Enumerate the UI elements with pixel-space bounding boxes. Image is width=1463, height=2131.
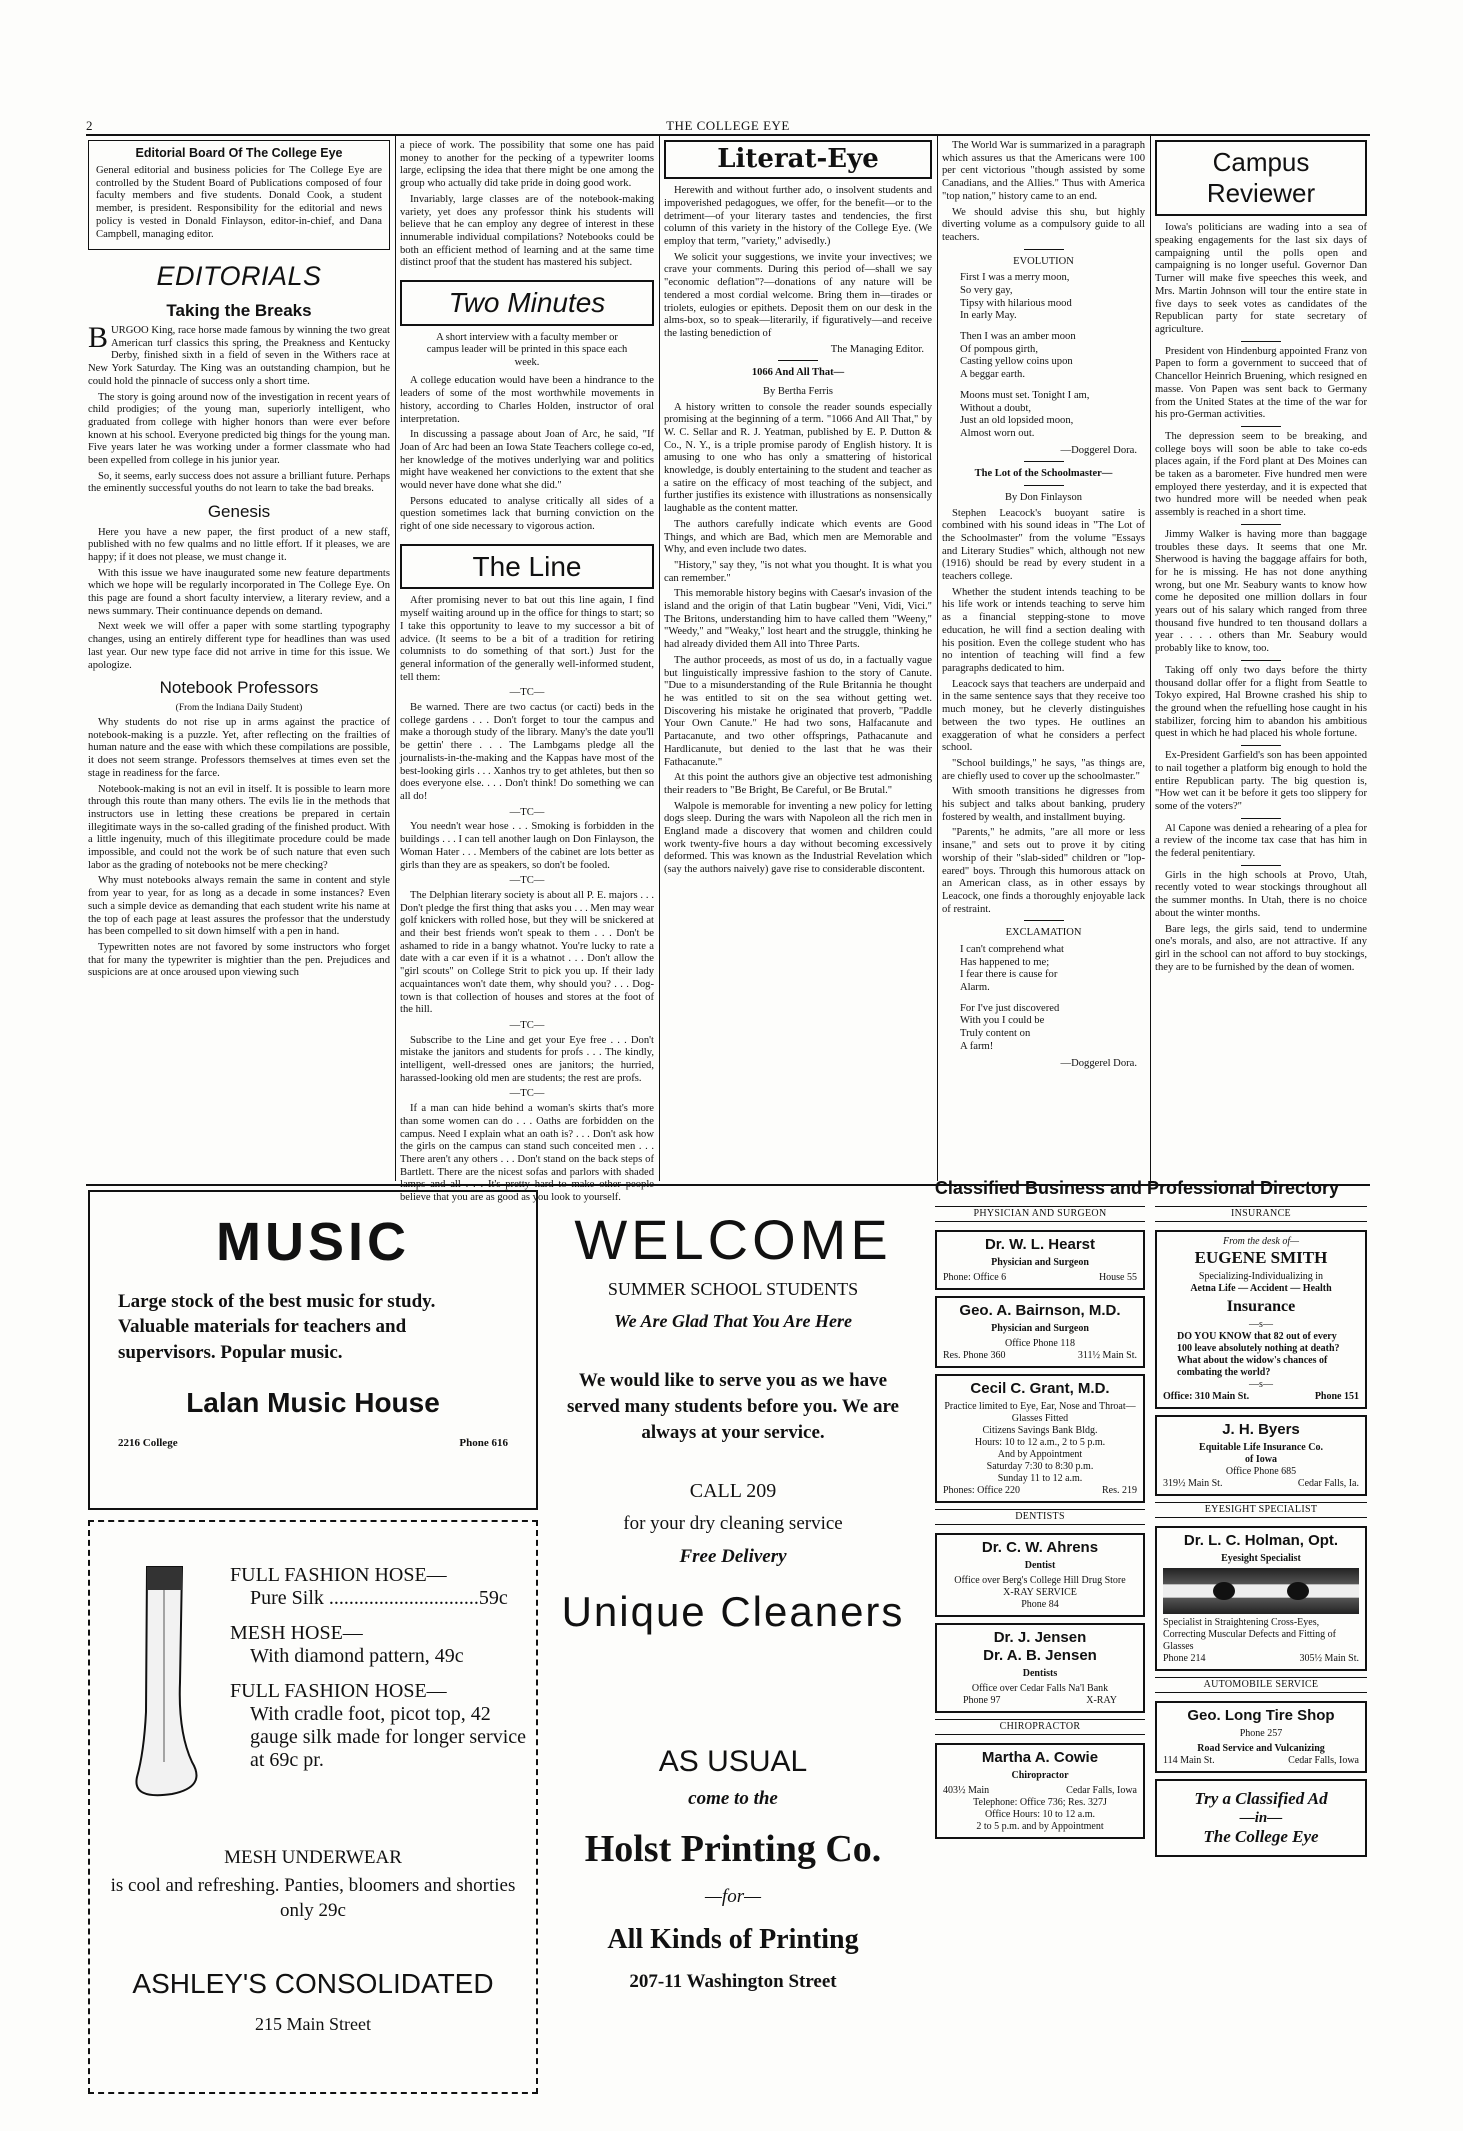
paragraph: Jimmy Walker is having more than baggage troubles these days. It seems that one Mr. Sherwood is having the baggage affairs for both, for he is missing. He has not done anything wrong, but one Mr. Seabury wants to know how come he deposited one million dollars in four years out of his salary which ranged from three thousand five hundred to ten thousand dollars a year . . . . others than Mr. Seabury would probably like to know, too.	[1155, 528, 1367, 655]
welcome-sub: SUMMER SCHOOL STUDENTS	[607, 1279, 859, 1300]
poem-line: Alarm.	[960, 982, 990, 994]
card-line: Citizens Savings Bank Bldg.	[982, 1425, 1098, 1436]
paragraph: The story is going around now of the investigation in recent years of child prodigies; of the young man, superiorly intelligent, who graduated from college with higher honors than were ever before known at his school. Everyone predicted big things for the young man. Five years later he was working under a former classmate who had been expelled from college in his junior year.	[88, 391, 390, 467]
column-campus-reviewer	[1155, 140, 1367, 1180]
paragraph: This memorable history begins with Caesar's invasion of the island and the origin of that Latin bugbear "Veni, Vidi, Vici." The Britons, understanding him to have called them "Weeny," "Weedy," and "Weaky," lost heart and the struggle, thinking he had already divided them All into Three Parts.	[664, 588, 932, 651]
review-heading-schoolmaster: The Lot of the Schoolmaster—	[974, 468, 1113, 480]
card-address: 114 Main St.	[1163, 1754, 1215, 1766]
card-line: Office over Berg's College Hill Drug Store	[954, 1575, 1126, 1586]
card-line: DO YOU KNOW that 82 out of every 100 leave absolutely nothing at death? What about the widow's chances of combating the world?	[1177, 1330, 1340, 1378]
card-long-tire	[1155, 1701, 1367, 1773]
poem-line: A farm!	[960, 1040, 994, 1052]
ashley-underwear: MESH UNDERWEAR	[224, 1847, 402, 1868]
ad-music-store-name: Lalan Music House	[186, 1386, 440, 1418]
paragraph: We should advise this shu, but highly diverting volume as a compulsory guide to all teachers.	[942, 206, 1145, 243]
card-line: Saturday 7:30 to 8:30 p.m.	[986, 1461, 1094, 1472]
card-phone: Phones: Office 220	[943, 1485, 1021, 1496]
card-bairnson	[935, 1296, 1145, 1368]
ashley-item-1-detail: Pure Silk ..............................59c	[250, 1587, 508, 1609]
poem-line: First I was a merry moon,	[960, 272, 1070, 284]
poem-line: I fear there is cause for	[960, 969, 1058, 981]
column-rule	[937, 136, 938, 1181]
card-line: X-RAY SERVICE	[1003, 1587, 1077, 1598]
tc-separator: —TC—	[509, 806, 545, 818]
paragraph: A history written to console the reader sounds especially promising at the beginning of a term. "1066 And All That," by W. C. Sellar and R. J. Yeatman, published by E. P. Dutton & Co., N. Y., is a triple promise parody of English history. It is amusing to one who has only a smattering of historical knowledge, is doubly entertaining to the student and teacher as a satire on the efficacy of most teaching of the subject, and further justifies its existence with illustrations as nonsensically laughable as the content matter.	[664, 401, 932, 515]
poem-line: A beggar earth.	[960, 369, 1026, 381]
paragraph: a piece of work. The possibility that some one has paid money to another for the pecking of a typewriter looms large, eclipsing the idea that there might be one among the group who actually did take pride in doing good work.	[400, 140, 654, 190]
card-name: Dr. C. W. Ahrens	[981, 1539, 1099, 1556]
paragraph: Ex-President Garfield's son has been appointed to nail together a platform big enough to hold the entire Republican party. The big question is, "How wet can it be before it gets too slippery for some of the voters?"	[1155, 750, 1367, 812]
welcome-title: WELCOME	[574, 1208, 892, 1271]
eyes-illustration	[1163, 1568, 1359, 1614]
card-phone: Phone 151	[1314, 1390, 1359, 1402]
ashley-items	[230, 1564, 526, 1772]
divider	[1024, 461, 1064, 462]
card-line: Specialist in Straightening Cross-Eyes, Correcting Muscular Defects and Fitting of Glasses	[1163, 1616, 1337, 1652]
divider	[1024, 920, 1064, 921]
card-phone: Phone 214	[1163, 1652, 1206, 1664]
paragraph: The World War is summarized in a paragraph which assures us that the Americans were 100 per cent victorious "though assisted by some Canadians, and the Allies." Thus with America "top nation," history came to an end.	[942, 140, 1145, 202]
card-line: Aetna Life — Accident — Health	[1190, 1283, 1332, 1295]
literat-eye-title: Literat-Eye	[664, 140, 932, 179]
label-chiropractor: CHIROPRACTOR	[935, 1719, 1145, 1735]
poem-line: Just an old lopsided moon,	[960, 415, 1074, 427]
poem-line: So very gay,	[960, 284, 1013, 296]
ad-music-phone: Phone 616	[459, 1437, 508, 1450]
ashley-item-2: MESH HOSE—	[230, 1622, 363, 1644]
card-line: Sunday 11 to 12 a.m.	[997, 1473, 1083, 1484]
paragraph: The authors carefully indicate which events are Good Things, and which are Bad, which men are Memorable and Why, and even include two dates.	[664, 518, 932, 556]
byline: By Don Finlayson	[1004, 491, 1082, 503]
ashley-address: 215 Main Street	[255, 2014, 371, 2034]
card-line: From the desk of—	[1222, 1236, 1299, 1247]
card-phone: Office Phone 118	[1005, 1338, 1075, 1349]
card-address: Cedar Falls, Ia.	[1297, 1477, 1359, 1489]
paragraph: Persons educated to analyse critically all sides of a question sometimes lack that burning conviction on the right of one side necessary to vigorous action.	[400, 495, 654, 533]
divider	[1241, 426, 1281, 427]
paragraph: "Parents," he admits, "are all more or less insane," and sets out to prove it by citing worship of their "slab-sided" children or "lop-eared" boys. Through this humorous attack on an American class, as in other essays by Leacock, one finds a thoroughly enjoyable lack of restraint.	[942, 827, 1145, 915]
directory-title: Classified Business and Professional Directory	[934, 1178, 1340, 1198]
paragraph: Notebook-making is not an evil in itself. It is possible to learn more through this route than many others. The evils lie in the methods that instructors use in letting these creations be prepared in certain illegitimate ways in the so-called grading of the finished product. With a little ingenuity, much of this illegitimate procedure could be made impossible, and could not the work be of such nature that even such labor as the grading of notebooks not be mere checking?	[88, 783, 390, 871]
paragraph: Stephen Leacock's buoyant satire is combined with his sound ideas in "The Lot of the Schoolmaster" from the volume "Essays and Literary Studies" which, although not new (1916) should be read by every student in a teachers college.	[942, 507, 1145, 583]
poem-line: Truly content on	[960, 1028, 1031, 1040]
card-phone: Res. Phone 360	[943, 1350, 1006, 1361]
paragraph: Next week we will offer a paper with some startling typography changes, using an entirely different type for headlines than was used last year. Our new type face did not arrive in time for this issue. We apologize.	[88, 621, 390, 671]
card-name: Cecil C. Grant, M.D.	[970, 1380, 1110, 1397]
card-line: Road Service and Vulcanizing	[1197, 1742, 1325, 1754]
paragraph: Invariably, large classes are of the notebook-making variety, yet does any professor think his students will believe that he can employ any degree of interest in these innumerable individual compilations? Notebooks could be both an efficient method of learning and at the same time distinct proof that the student has mastered his subject.	[400, 193, 654, 269]
label-dentists: DENTISTS	[935, 1509, 1145, 1525]
source-credit: (From the Indiana Daily Student)	[175, 702, 303, 713]
tc-separator: —TC—	[509, 1019, 545, 1031]
card-line: Telephone: Office 736; Res. 327J	[973, 1797, 1107, 1808]
paragraph: "History," say they, "is not what you thought. It is what you can remember."	[664, 559, 932, 584]
card-line: of Iowa	[1245, 1453, 1277, 1465]
card-title: Eyesight Specialist	[1221, 1552, 1301, 1564]
paragraph: The Delphian literary society is about all P. E. majors . . . Don't pledge the first thing that asks you . . . Men may wear golf knickers with rolled hose, but they will be snickered at and their best friends won't speak to them . . . Don't be ashamed to ride in a bangy whatnot. You're lucky to rate a date with a car even if it is a whatnot . . . Don't allow the "girl scouts" on College Strit to pick you up. If their lady acquaintances won't date them, why should you? . . . Dog-town is that collection of houses and stores at the foot of the hill.	[400, 889, 654, 1016]
card-hearst	[935, 1230, 1145, 1290]
paragraph: Why students do not rise up in arms against the practice of notebook-making is a puzzle. Yet, after reflecting on the frailties of human nature and the ease with which these compilations are possible, it does not seem strange. Professors themselves at times even set the stage in readiness for the farce.	[88, 717, 390, 779]
headline-taking-breaks: Taking the Breaks	[166, 300, 312, 320]
card-phone: Res. 219	[1102, 1485, 1137, 1496]
holst-come: come to the	[688, 1788, 778, 1809]
card-address: 403½ Main	[943, 1785, 990, 1796]
welcome-glad: We Are Glad That You Are Here	[614, 1310, 852, 1331]
divider	[1241, 524, 1281, 525]
paragraph: Whether the student intends teaching to be his life work or intends teaching to serve him as a financial stepping-stone to move education, he will find a section dealing with his position. Even the college student who has no intention of teaching will find a few paragraphs dedicated to him.	[942, 586, 1145, 674]
ad-holst-printing	[538, 1740, 928, 2085]
card-line: Specializing-Individualizing in	[1198, 1271, 1324, 1283]
card-name: Dr. A. B. Jensen	[983, 1647, 1097, 1664]
paragraph: You needn't wear hose . . . Smoking is forbidden in the buildings . . . I can tell another laugh on Don Finlayson, the Woman Hater . . . Members of the cabinet are lots better as girls than they are as speakers, so don't be fooled.	[400, 821, 654, 871]
holst-address: 207-11 Washington Street	[629, 1970, 837, 1992]
paragraph: Leacock says that teachers are underpaid and in the same sentence says that they receive too much money, but he cleverly distinguishes between the two types. He outlines an exaggeration of what he considers a perfect school.	[942, 678, 1145, 754]
masthead	[86, 118, 1370, 136]
paragraph: "School buildings," he says, "as things are, are chiefly used to cover up the schoolmaster."	[942, 757, 1145, 782]
column-features	[400, 140, 654, 1204]
card-name: Dr. L. C. Holman, Opt.	[1183, 1531, 1339, 1549]
card-phone: Phone 97	[963, 1695, 1001, 1706]
paragraph: Al Capone was denied a rehearing of a plea for a review of the income tax case that has him in the federal penitentiary.	[1155, 822, 1367, 860]
ad-unique-cleaners	[538, 1190, 928, 1735]
ad-music-address: 2216 College	[118, 1437, 178, 1450]
paragraph: The depression seem to be breaking, and college boys will soon be able to take co-eds places again, if the Ford plant at Des Moines can be taken as a barometer. Five hundred men were employed there yesterday, and it is expected that two hundred more will be needed when peak assembly is reached in a short time.	[1155, 430, 1367, 519]
card-title: Insurance	[1226, 1298, 1296, 1316]
poem-line: For I've just discovered	[960, 1002, 1060, 1014]
card-line: Try a Classified Ad	[1194, 1788, 1328, 1808]
card-title: Chiropractor	[1011, 1770, 1069, 1781]
paragraph: We solicit your suggestions, we invite your invectives; we crave your comments. During this period of—shall we say "economic deflation"?—donations of any nature will be tendered a most cordial welcome. Bring them in—tirades or triolets, eulogies or epithets. Deposit them on our desk in the alms-box, so to speak—literarily, if figuratively—and receive the lasting benediction of	[664, 251, 932, 339]
card-line: Practice limited to Eye, Ear, Nose and Throat—Glasses Fitted	[944, 1401, 1136, 1424]
paragraph: Girls in the high schools at Provo, Utah, recently voted to wear stockings throughout all the summer months. In Utah, there is no choice about the winter months.	[1155, 869, 1367, 919]
byline: By Bertha Ferris	[763, 385, 833, 397]
poem-gap	[960, 995, 1145, 1003]
poem-gap	[960, 382, 1145, 390]
poem-line: Then I was an amber moon	[960, 331, 1076, 343]
poem-line: With you I could be	[960, 1015, 1045, 1027]
paragraph: With smooth transitions he digresses from his subject and talks about banking, prudery fostered by wealth, and installment buying.	[942, 786, 1145, 823]
ashley-item-3-detail: With cradle foot, picot top, 42 gauge silk made for longer service at 69c pr.	[250, 1703, 527, 1771]
paragraph: Subscribe to the Line and get your Eye free . . . Don't mistake the janitors and students for profs . . . The kindly, intelligent, well-dressed ones are janitors; the hurried, harassed-looking old men are students; the rest are profs.	[400, 1034, 654, 1084]
divider	[1241, 865, 1281, 866]
divider	[1024, 249, 1064, 250]
ad-lalan-music	[88, 1190, 538, 1510]
card-line: —in—	[1239, 1809, 1283, 1826]
label-insurance: INSURANCE	[1155, 1206, 1367, 1222]
editorial-board-box	[88, 140, 390, 250]
card-address: 311½ Main St.	[1077, 1350, 1137, 1361]
card-address: 305½ Main St.	[1299, 1652, 1359, 1664]
ashley-item-1: FULL FASHION HOSE—	[230, 1564, 447, 1586]
card-phone: Office Phone 685	[1225, 1465, 1297, 1477]
paragraph: After promising never to bat out this line again, I find myself waiting around up in the office for things to start; so I take this opportunity to leave to my successor a bit of advice. (It seems to be a bit of a tradition for retiring columnists to do something of that sort.) Just for the general information of the generally well-informed student, tell them:	[400, 595, 654, 683]
card-name: Dr. W. L. Hearst	[984, 1236, 1096, 1253]
label-physician: PHYSICIAN AND SURGEON	[935, 1206, 1145, 1222]
signature: —Doggerel Dora.	[1060, 1057, 1137, 1069]
tc-separator: —TC—	[509, 687, 545, 699]
card-phone: Phone 257	[1239, 1727, 1283, 1739]
divider	[1024, 485, 1064, 486]
editorials-heading: EDITORIALS	[156, 261, 322, 292]
ashley-item-3: FULL FASHION HOSE—	[230, 1680, 447, 1702]
card-title: Physician and Surgeon	[991, 1323, 1089, 1334]
card-address: 319½ Main St.	[1163, 1477, 1223, 1489]
paragraph: President von Hindenburg appointed Franz von Papen to form a government to succeed that of Chancellor Heinrich Bruening, which resigned en masse. Von Papen was sent back to Germany from the United States at the time of the war for his pro-German activities.	[1155, 345, 1367, 421]
directory-column-right	[1155, 1206, 1367, 2096]
tc-separator: —TC—	[509, 875, 545, 887]
tc-separator: —TC—	[509, 1088, 545, 1100]
poem-line: Of pompous girth,	[960, 343, 1038, 355]
paragraph: A college education would have been a hindrance to the leaders of some of the most worthwhile movements in history, according to Charles Holden, instructor of oral interpretation.	[400, 375, 654, 425]
paragraph: Be warned. There are two cactus (or cacti) beds in the college gardens . . . Don't forget to tour the campus and make a thorough study of the library. Many's the date you'll be gettin' there . . . The Lambgams pledge all the journalists-in-the-making and the Kappas have most of the best-looking girls . . . Xanhos try to get athletes, but then so does everyone else. . . . Don't think! Do something we can all do!	[400, 702, 654, 802]
divider	[778, 360, 818, 361]
card-name: Martha A. Cowie	[981, 1749, 1099, 1766]
poem-line: Casting yellow coins upon	[960, 356, 1073, 368]
card-jensen	[935, 1623, 1145, 1713]
paragraph: With this issue we have inaugurated some new feature departments which we hope will be regularly incorporated in The College Eye. On this page are found a short faculty interview, a literary review, and a news summary. Their continuance depends on demand.	[88, 567, 390, 617]
card-smith	[1155, 1230, 1367, 1409]
card-address: Cedar Falls, Iowa	[1066, 1785, 1137, 1796]
poem-line: Without a doubt,	[960, 402, 1032, 414]
poem-evolution	[960, 272, 1145, 440]
card-name: EUGENE SMITH	[1194, 1248, 1328, 1267]
two-minutes-sub: A short interview with a faculty member or campus leader will be printed in this space each week.	[426, 331, 628, 368]
card-name: Geo. A. Bairnson, M.D.	[959, 1302, 1121, 1319]
paragraph: If a man can hide behind a woman's skirts that's more than some women can do . . . Oaths are forbidden on the campus. Need I explain what an oath is? . . . Don't ask how the girls on the campus can stand such conceited men . . . There aren't any others . . . Don't stand on the back steps of Bartlett. There are the nicest sofas and parlors with shaded lamps and all . . . It's pretty hard to make other people believe that you are as good as you look to yourself.	[400, 1103, 654, 1204]
welcome-dry: for your dry cleaning service	[623, 1513, 843, 1535]
editorial-board-text: General editorial and business policies for The College Eye are controlled by the Student Board of Publications composed of four faculty members and five students. Donald Cook, a student member, is president. Responsibility for the editorial and news policy is vested in Donald Finlayson, editor-in-chief, and Dana Campbell, managing editor.	[96, 165, 382, 240]
poem-line: Moons must set. Tonight I am,	[960, 389, 1090, 401]
card-address: Cedar Falls, Iowa	[1288, 1754, 1359, 1766]
holst-name: Holst Printing Co.	[584, 1827, 882, 1870]
card-phone: House 55	[1098, 1272, 1137, 1283]
the-line-title: The Line	[472, 550, 582, 582]
holst-for: —for—	[705, 1886, 761, 1908]
card-line: Office over Cedar Falls Na'l Bank	[971, 1683, 1109, 1694]
paragraph: In discussing a passage about Joan of Arc, he said, "If Joan of Arc had been an Iowa State Teachers college co-ed, her knowledge of the motives underlying war and politics might have weakened her convictions to the extent that she would never have done what she did."	[400, 429, 654, 492]
card-cowie	[935, 1743, 1145, 1839]
review-heading-1066: 1066 And All That—	[751, 367, 845, 379]
paragraph: BURGOO King, race horse made famous by winning the two great American turf classics this spring, the Preakness and Kentucky Derby, finished sixth in a field of seven in the Withers race at New York Saturday. The King was an outstanding champion, but he could hold the pinnacle of success only a short time.	[88, 321, 390, 387]
headline-notebook-professors: Notebook Professors	[159, 678, 319, 698]
column-editorials	[88, 140, 390, 1180]
card-classified-ad	[1155, 1779, 1367, 1858]
card-name: Dr. J. Jensen	[993, 1629, 1087, 1646]
card-line: Phone 84	[1021, 1599, 1059, 1610]
poem-line: Has happened to me;	[960, 956, 1050, 968]
label-eyesight: EYESIGHT SPECIALIST	[1155, 1502, 1367, 1518]
poem-exclamation	[960, 944, 1145, 1054]
card-title: Dentist	[1024, 1560, 1056, 1571]
two-minutes-header	[400, 280, 654, 326]
poem-title-exclamation: EXCLAMATION	[1005, 927, 1082, 939]
card-phone: Phone: Office 6	[943, 1272, 1007, 1283]
paragraph: Walpole is memorable for inventing a new policy for letting dogs sleep. During the wars with Napoleon all the rich men in England made a discovery that women and children could work twenty-five hours a day without becoming excessively deformed. This was known as the Industrial Revelation which (say the authors naively) gave rise to considerable discontent.	[664, 800, 932, 876]
poem-line: In early May.	[960, 310, 1017, 322]
card-line: Equitable Life Insurance Co.	[1199, 1441, 1323, 1453]
card-line: Hours: 10 to 12 a.m., 2 to 5 p.m.	[974, 1437, 1106, 1448]
poem-line: Tipsy with hilarious mood	[960, 297, 1072, 309]
campus-reviewer-title: Campus Reviewer	[1155, 140, 1367, 216]
paper-title: THE COLLEGE EYE	[666, 118, 790, 133]
paragraph: Bare legs, the girls said, tend to undermine one's morals, and also, are not attractive. If any girl in the school can not afford to buy stockings, they are to be furnished by the dean of women.	[1155, 923, 1367, 973]
paragraph: So, it seems, early success does not assure a brilliant future. Perhaps the eminently successful youths do not learn to take the bad breaks.	[88, 470, 390, 495]
holst-kinds: All Kinds of Printing	[607, 1924, 859, 1956]
directory-column-left	[935, 1206, 1145, 2096]
welcome-body: We would like to serve you as we have served many students before you. We are always at your service.	[567, 1370, 899, 1443]
ashley-underwear-detail: is cool and refreshing. Panties, bloomers and shorties only 29c	[110, 1875, 516, 1921]
paragraph: Typewritten notes are not favored by some instructors who forget that for many the typewriter is mightier than the pen. Prejudices and suspicions are at once aroused upon viewing such	[88, 942, 390, 979]
card-title: Dentists	[1022, 1668, 1058, 1679]
ad-music-title: MUSIC	[216, 1212, 410, 1272]
divider	[1241, 341, 1281, 342]
poem-line: I can't comprehend what	[960, 943, 1064, 955]
divider	[1241, 818, 1281, 819]
card-name: Geo. Long Tire Shop	[1187, 1706, 1335, 1724]
stocking-leg-illustration	[112, 1562, 212, 1802]
paragraph: Taking off only two days before the thirty thousand dollar offer for a flight from Seattle to Tokyo expired, Hal Browne crashed his ship to the ground when the refuelling hose caught in his stabilizer, forcing him to abandon his ambitious quest in which he had placed his whole fortune.	[1155, 664, 1367, 740]
card-line: —s—	[1249, 1318, 1273, 1330]
ad-music-footer	[118, 1437, 508, 1450]
card-byers	[1155, 1415, 1367, 1496]
holst-usual: AS USUAL	[658, 1745, 808, 1778]
paragraph: At this point the authors give an objective test admonishing their readers to "Be Bright, Be Careful, or Be Brutal."	[664, 772, 932, 796]
divider	[1241, 660, 1281, 661]
divider	[1241, 745, 1281, 746]
column-rule	[659, 136, 660, 1181]
ashley-item-2-detail: With diamond pattern, 49c	[250, 1645, 464, 1667]
card-ahrens	[935, 1533, 1145, 1617]
signature: —Doggerel Dora.	[1060, 444, 1137, 456]
ashley-store-name: ASHLEY'S CONSOLIDATED	[132, 1968, 494, 1999]
card-holman	[1155, 1526, 1367, 1671]
paragraph: Why must notebooks always remain the same in content and style from year to year, for as long as a decade in some instances? Even such a simple device as demanding that each student write his name at the top of each page at least assures the professor that the understudy has been compelled to sit down himself with a pen in hand.	[88, 875, 390, 938]
poem-title-evolution: EVOLUTION	[1013, 255, 1074, 267]
paragraph: The author proceeds, as most of us do, in a factually vague but linguistically impressive fashion to the story of Canute. "Due to a misunderstanding of the Rule Britannia he thought he was entitled to sit on the sea without getting wet. Discovering his mistake he originated that proverb, "Paddle Your Own Canute." He had two sons, Halfacanute and Partacanute, and two other offsprings, Pathacanute and Hardlicanute, but denied to the last that he was their Fathacanute."	[664, 654, 932, 768]
card-name: J. H. Byers	[1222, 1420, 1300, 1438]
welcome-call: CALL 209	[689, 1480, 777, 1503]
ad-ashleys	[88, 1520, 538, 2094]
ad-music-body: Large stock of the best music for study. Valuable materials for teachers and supervisors. Popular music.	[118, 1290, 436, 1364]
card-grant	[935, 1374, 1145, 1503]
paragraph: Herewith and without further ado, o insolvent students and impoverished pedagogues, we offer, for the benefit—or to the detriment—of your literary tastes and tendencies, the first column of this variety in the history of the College Eye. (We employ that term, "variety," advisedly.)	[664, 185, 932, 247]
card-line: X-RAY	[1086, 1695, 1117, 1706]
card-line: And by Appointment	[997, 1449, 1083, 1460]
headline-genesis: Genesis	[207, 502, 271, 522]
card-line: The College Eye	[1203, 1826, 1319, 1846]
card-line: 2 to 5 p.m. and by Appointment	[976, 1821, 1104, 1832]
two-minutes-title: Two Minutes	[448, 287, 606, 319]
card-line: —s—	[1249, 1378, 1273, 1390]
column-rule	[395, 136, 396, 1181]
paragraph: Iowa's politicians are wading into a sea of speaking engagements for the last six days of campaigning until the polls open and campaigning is no longer useful. Governor Dan Turner will make five speeches this week, and Mrs. Martin Johnson will tour the entire state in five days to seek votes as candidates of the Republican party for state secretary of agriculture.	[1155, 222, 1367, 335]
column-rule	[1150, 136, 1151, 1181]
cleaners-name: Unique Cleaners	[561, 1587, 905, 1635]
poem-line: Almost worn out.	[960, 427, 1035, 439]
card-address: Office: 310 Main St.	[1163, 1390, 1250, 1402]
column-literat-eye	[664, 140, 932, 1180]
the-line-header	[400, 544, 654, 590]
paragraph: Here you have a new paper, the first product of a new staff, published with no few qualms and no little effort. If it pleases, we are happy; if it does not please, we must change it.	[88, 526, 390, 563]
label-automobile: AUTOMOBILE SERVICE	[1155, 1677, 1367, 1693]
card-title: Physician and Surgeon	[991, 1257, 1089, 1268]
page-number: 2	[86, 118, 93, 133]
signature: The Managing Editor.	[830, 343, 924, 355]
welcome-free: Free Delivery	[679, 1546, 787, 1568]
card-line: Office Hours: 10 to 12 a.m.	[984, 1809, 1096, 1820]
column-literary-cont	[942, 140, 1145, 1180]
poem-gap	[960, 323, 1145, 331]
editorial-board-heading: Editorial Board Of The College Eye	[135, 146, 343, 160]
